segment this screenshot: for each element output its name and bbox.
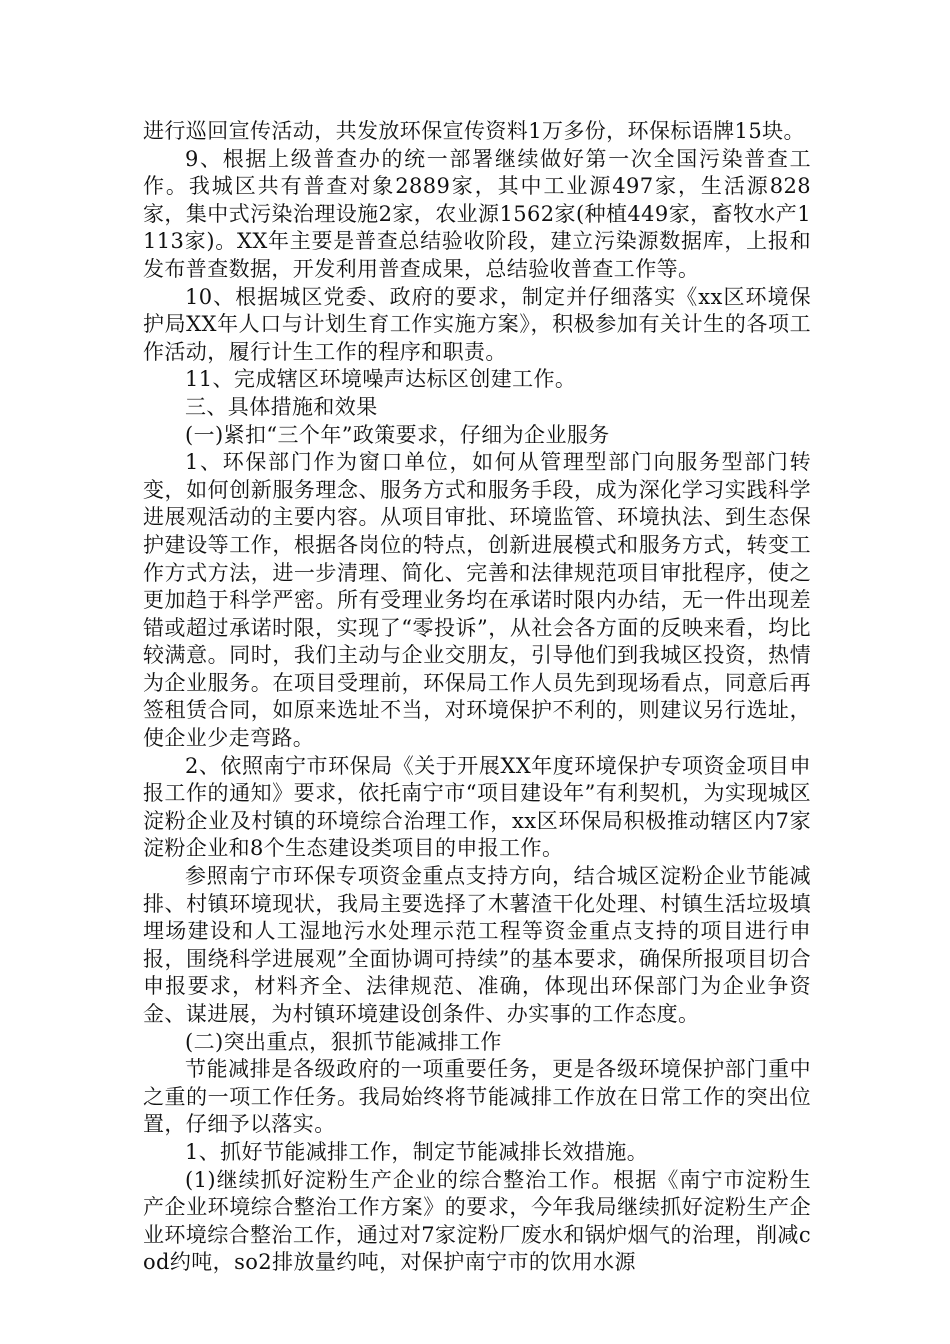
subsection-heading-2: (二)突出重点，狠抓节能减排工作 (185, 1029, 502, 1054)
paragraph-continuation: 进行巡回宣传活动，共发放环保宣传资料1万多份，环保标语牌15块。 (143, 119, 805, 143)
paragraph-starch-rectification: (1)继续抓好淀粉生产企业的综合整治工作。根据《南宁市淀粉生产企业环境综合整治工作方案》的要求，今年我局继续抓好淀粉生产企业环境综合整治工作，通过对7家淀粉厂废水和锅炉烟气的治理，削减cod约吨，so2排放量约吨，对保护南宁市的饮用水源 (143, 1167, 811, 1275)
paragraph-service: 1、环保部门作为窗口单位，如何从管理型部门向服务型部门转变，如何创新服务理念、服务方式和服务手段，成为深化学习实践科学进展观活动的主要内容。从项目审批、环境监管、环境执法、到生态保护建设等工作，根据各岗位的特点，创新进展模式和服务方式，转变工作方式方法，进一步清理、简化、完善和法律规范项目审批程序，使之更加趋于科学严密。所有受理业务均在承诺时限内办结，无一件出现差错或超过承诺时限，实现了“零投诉”，从社会各方面的反映来看，均比较满意。同时，我们主动与企业交朋友，引导他们到我城区投资，热情为企业服务。在项目受理前，环保局工作人员先到现场看点，同意后再签租赁合同，如原来选址不当，对环境保护不利的，则建议另行选址，使企业少走弯路。 (143, 450, 811, 751)
subsection-heading-1: (一)紧扣“三个年”政策要求，仔细为企业服务 (185, 422, 610, 447)
document-body (143, 118, 811, 1277)
paragraph-item-9: 9、根据上级普查办的统一部署继续做好第一次全国污染普查工作。我城区共有普查对象2889家，其中工业源497家，生活源828家，集中式污染治理设施2家，农业源1562家(种植449家，畜牧水产1113家)。XX年主要是普查总结验收阶段，建立污染源数据库，上报和发布普查数据，开发利用普查成果，总结验收普查工作等。 (143, 146, 811, 281)
paragraph-energy-measures: 1、抓好节能减排工作，制定节能减排长效措施。 (185, 1139, 649, 1164)
section-heading-measures: 三、具体措施和效果 (185, 394, 378, 419)
paragraph-item-11: 11、完成辖区环境噪声达标区创建工作。 (185, 367, 577, 392)
paragraph-energy-saving: 节能减排是各级政府的一项重要任务，更是各级环境保护部门重中之重的一项工作任务。我局始终将节能减排工作放在日常工作的突出位置，仔细予以落实。 (143, 1057, 811, 1137)
paragraph-funding: 2、依照南宁市环保局《关于开展XX年度环境保护专项资金项目申报工作的通知》要求，依托南宁市“项目建设年”有利契机，为实现城区淀粉企业及村镇的环境综合治理工作，xx区环保局积极推动辖区内7家淀粉企业和8个生态建设类项目的申报工作。 (143, 753, 811, 861)
paragraph-funding-detail: 参照南宁市环保专项资金重点支持方向，结合城区淀粉企业节能减排、村镇环境现状，我局主要选择了木薯渣干化处理、村镇生活垃圾填埋场建设和人工湿地污水处理示范工程等资金重点支持的项目进行申报，围绕科学进展观”全面协调可持续”的基本要求，确保所报项目切合申报要求，材料齐全、法律规范、准确，体现出环保部门为企业争资金、谋进展，为村镇环境建设创条件、办实事的工作态度。 (143, 864, 811, 1026)
paragraph-item-10: 10、根据城区党委、政府的要求，制定并仔细落实《xx区环境保护局XX年人口与计划生育工作实施方案》，积极参加有关计生的各项工作活动，履行计生工作的程序和职责。 (143, 284, 811, 364)
